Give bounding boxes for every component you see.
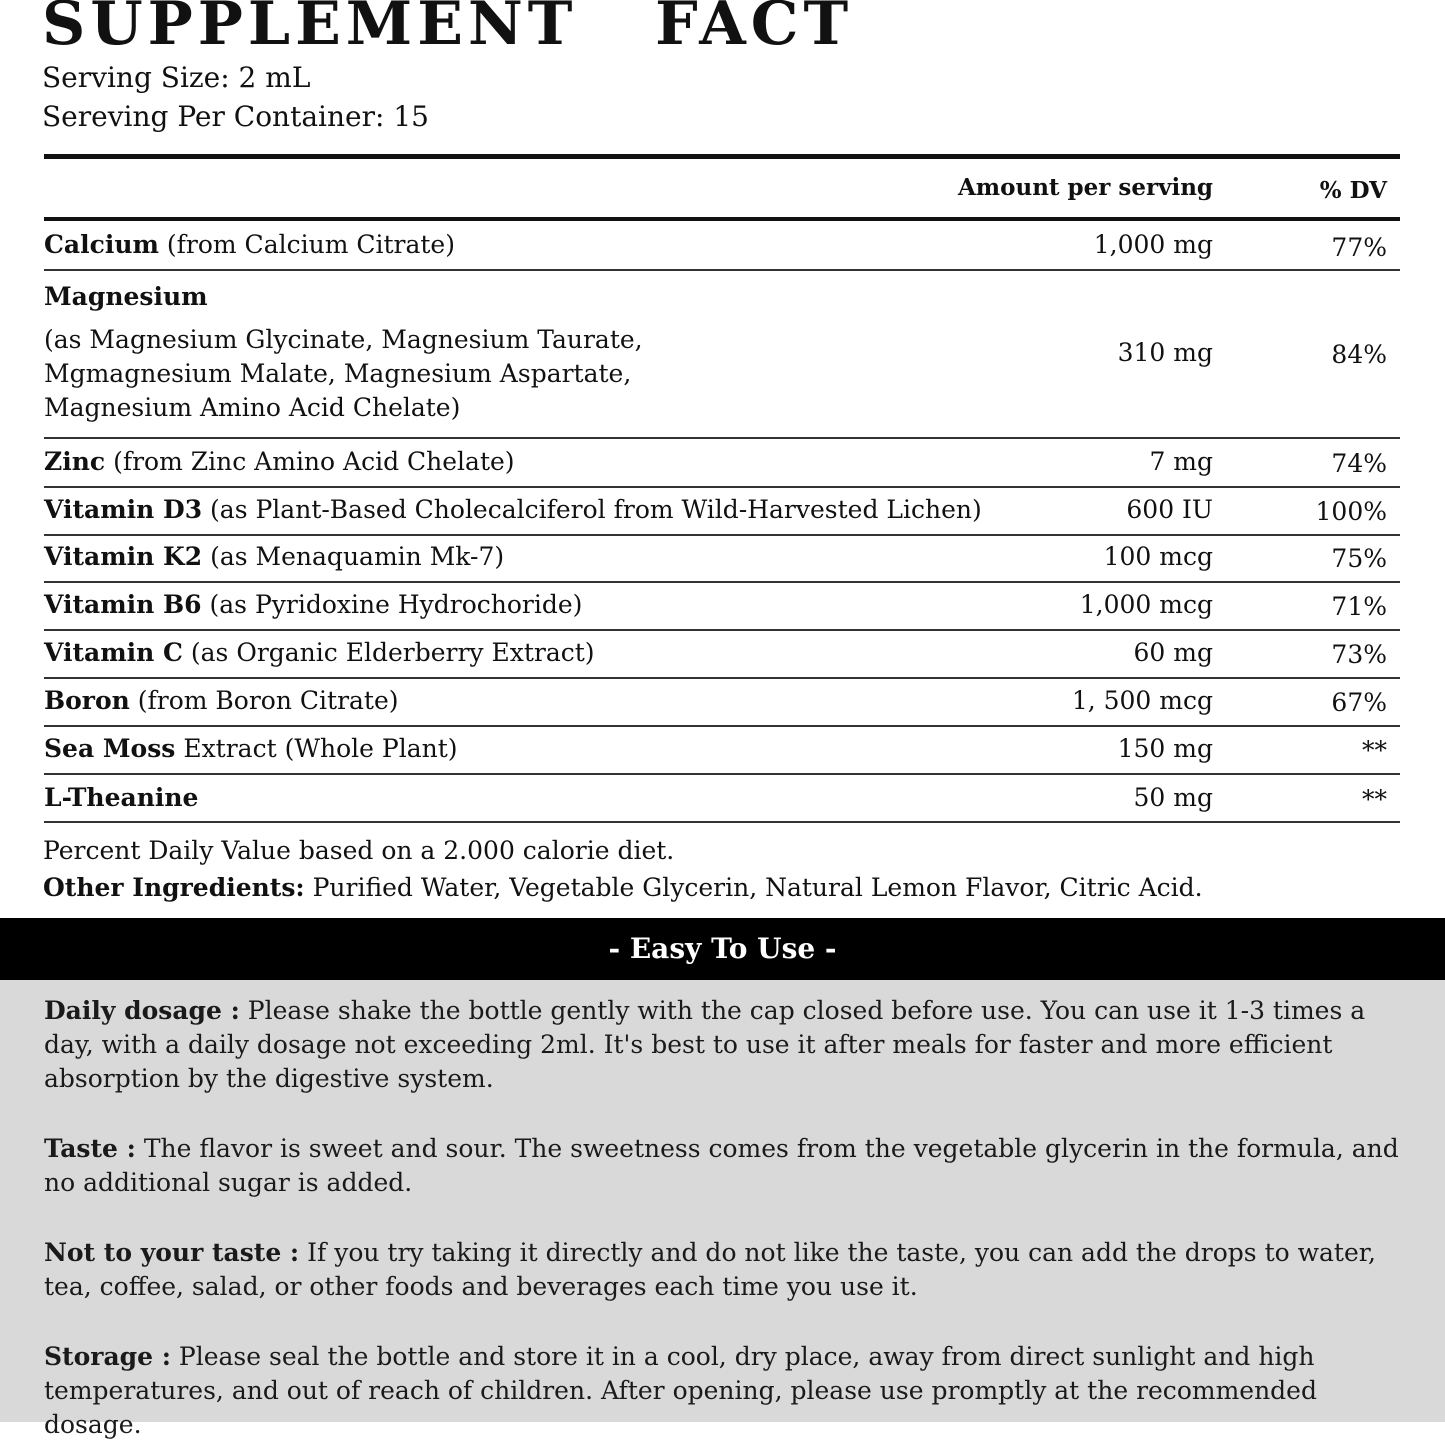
row-divider — [44, 821, 1400, 823]
nutrient-dv: 75% — [1331, 544, 1387, 573]
nutrient-dv: 74% — [1331, 449, 1387, 478]
nutrient-amount: 1, 500 mcg — [1071, 686, 1213, 715]
nutrient-amount: 60 mg — [1133, 638, 1213, 667]
taste-paragraph: Taste : The flavor is sweet and sour. The sweetness comes from the vegetable glycerin in the formula, and no additional sugar is added. — [44, 1134, 1399, 1197]
nutrient-name: Boron (from Boron Citrate) — [44, 686, 399, 715]
page-title: SUPPLEMENT FACT — [42, 0, 854, 59]
nutrient-name: Magnesium — [44, 282, 208, 311]
nutrient-amount: 310 mg — [1117, 338, 1213, 367]
nutrient-amount: 50 mg — [1133, 783, 1213, 812]
other-ingredients: Other Ingredients: Purified Water, Vegetable Glycerin, Natural Lemon Flavor, Citric Acid. — [43, 873, 1203, 902]
nutrient-description-line: Magnesium Amino Acid Chelate) — [44, 393, 461, 422]
nutrient-dv: ** — [1362, 736, 1387, 765]
row-divider — [44, 437, 1400, 439]
daily-value-footnote: Percent Daily Value based on a 2.000 calorie diet. — [43, 836, 675, 865]
nutrient-name: Vitamin D3 (as Plant-Based Cholecalciferol from Wild-Harvested Lichen) — [44, 495, 982, 524]
nutrient-amount: 1,000 mg — [1093, 230, 1213, 259]
column-header-amount: Amount per serving — [957, 174, 1213, 201]
header-divider — [44, 217, 1400, 221]
serving-size: Serving Size: 2 mL — [42, 61, 311, 94]
nutrient-name: Sea Moss Extract (Whole Plant) — [44, 734, 458, 763]
nutrient-name: Vitamin C (as Organic Elderberry Extract) — [44, 638, 595, 667]
nutrient-name: Calcium (from Calcium Citrate) — [44, 230, 455, 259]
nutrient-amount: 100 mcg — [1103, 542, 1213, 571]
nutrient-description-line: (as Magnesium Glycinate, Magnesium Taurate, — [44, 325, 643, 354]
column-header-dv: % DV — [1319, 177, 1387, 204]
row-divider — [44, 269, 1400, 271]
nutrient-dv: 73% — [1331, 640, 1387, 669]
row-divider — [44, 581, 1400, 583]
nutrient-dv: 84% — [1331, 340, 1387, 369]
nutrient-name: Zinc (from Zinc Amino Acid Chelate) — [44, 447, 515, 476]
nutrient-amount: 150 mg — [1117, 734, 1213, 763]
daily-dosage-paragraph: Daily dosage : Please shake the bottle gently with the cap closed before use. You can use it 1-3 times a day, with a daily dosage not exceeding 2ml. It's best to use it after meals for faster and more efficient absorption by the digestive system. — [44, 996, 1366, 1093]
nutrient-amount: 7 mg — [1149, 447, 1213, 476]
storage-paragraph: Storage : Please seal the bottle and store it in a cool, dry place, away from direct sunlight and high temperatures, and out of reach of children. After opening, please use promptly at the recommended dosage. — [44, 1342, 1317, 1439]
row-divider — [44, 725, 1400, 727]
easy-to-use-heading: - Easy To Use - — [0, 918, 1445, 980]
row-divider — [44, 677, 1400, 679]
nutrient-description-line: Mgmagnesium Malate, Magnesium Aspartate, — [44, 359, 632, 388]
not-to-your-taste-paragraph: Not to your taste : If you try taking it directly and do not like the taste, you can add the drops to water, tea, coffee, salad, or other foods and beverages each time you use it. — [44, 1238, 1376, 1301]
nutrient-dv: ** — [1362, 785, 1387, 814]
nutrient-dv: 100% — [1315, 497, 1387, 526]
nutrient-name: Vitamin B6 (as Pyridoxine Hydrochoride) — [44, 590, 583, 619]
nutrient-name: Vitamin K2 (as Menaquamin Mk-7) — [44, 542, 505, 571]
servings-per-container: Sereving Per Container: 15 — [42, 100, 429, 133]
row-divider — [44, 629, 1400, 631]
row-divider — [44, 486, 1400, 488]
nutrient-amount: 1,000 mcg — [1079, 590, 1213, 619]
nutrient-dv: 67% — [1331, 688, 1387, 717]
nutrient-amount: 600 IU — [1126, 495, 1213, 524]
thick-divider — [44, 154, 1400, 159]
nutrient-dv: 77% — [1331, 233, 1387, 262]
usage-instructions — [0, 980, 1445, 1439]
row-divider — [44, 773, 1400, 775]
row-divider — [44, 534, 1400, 536]
nutrient-dv: 71% — [1331, 592, 1387, 621]
nutrient-name: L-Theanine — [44, 783, 199, 812]
